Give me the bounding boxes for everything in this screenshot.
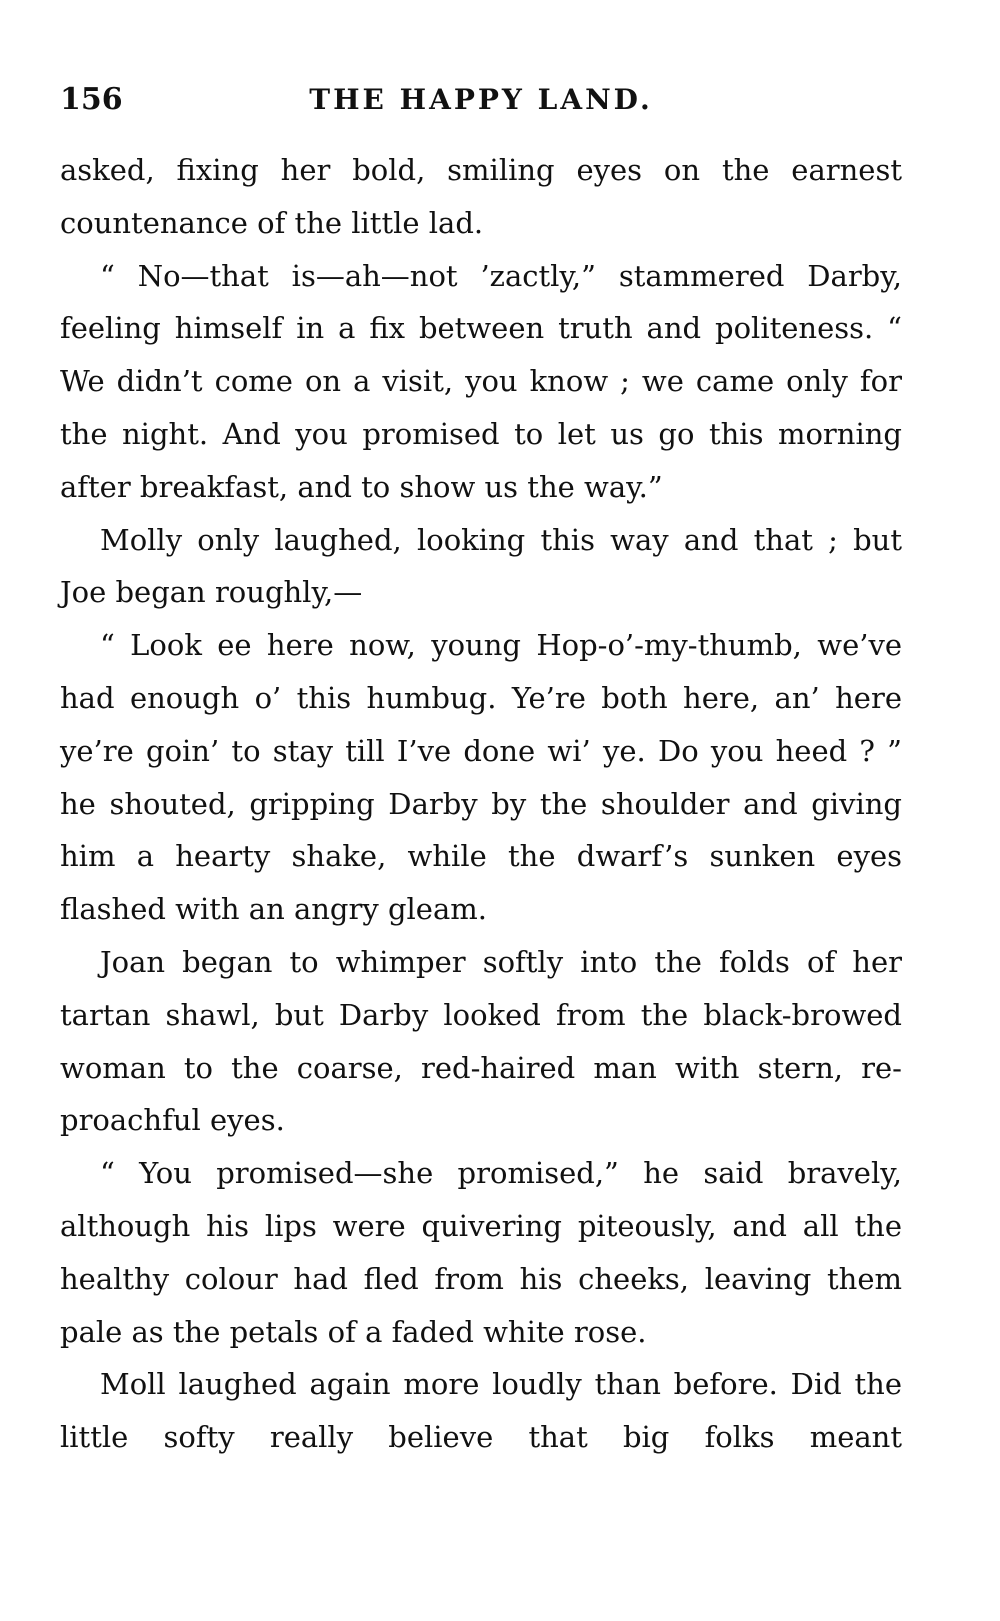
- paragraph: Moll laughed again more loudly than before. Did the little softy really believe that big folks meant: [60, 1367, 902, 1455]
- paragraph: asked, fixing her bold, smiling eyes on the earnest countenance of the little lad.: [60, 153, 902, 240]
- page-number: 156: [60, 82, 123, 117]
- paragraph: Joan began to whimper softly into the folds of her tartan shawl, but Darby looked from the black-browed woman to the coarse, red-haired man with stern, re-proachful eyes.: [60, 944, 902, 1138]
- paragraph: Molly only laughed, looking this way and that ; but Joe began roughly,—: [60, 522, 902, 610]
- running-title: THE HAPPY LAND.: [309, 83, 653, 116]
- book-page: [60, 0, 902, 1621]
- page-header: [60, 80, 902, 120]
- body-text: [60, 144, 902, 1464]
- paragraph: “ You promised—she promised,” he said bravely, although his lips were quivering piteously, and all the healthy colour had fled from his cheeks, leaving them pale as the petals of a faded white rose.: [60, 1156, 902, 1349]
- paragraph: “ Look ee here now, young Hop-o’-my-thumb, we’ve had enough o’ this humbug. Ye’re both here, an’ here ye’re goin’ to stay till I’ve done wi’ ye. Do you heed ? ” he shouted, gripping Darby by the shoulder and giving him a hearty shake, while the dwarf’s sunken eyes flashed with an angry gleam.: [60, 628, 902, 927]
- paragraph: “ No—that is—ah—not ’zactly,” stammered Darby, feeling himself in a fix between truth and politeness. “ We didn’t come on a visit, you know ; we came only for the night. And you promised to let us go this morning after breakfast, and to show us the way.”: [60, 258, 902, 504]
